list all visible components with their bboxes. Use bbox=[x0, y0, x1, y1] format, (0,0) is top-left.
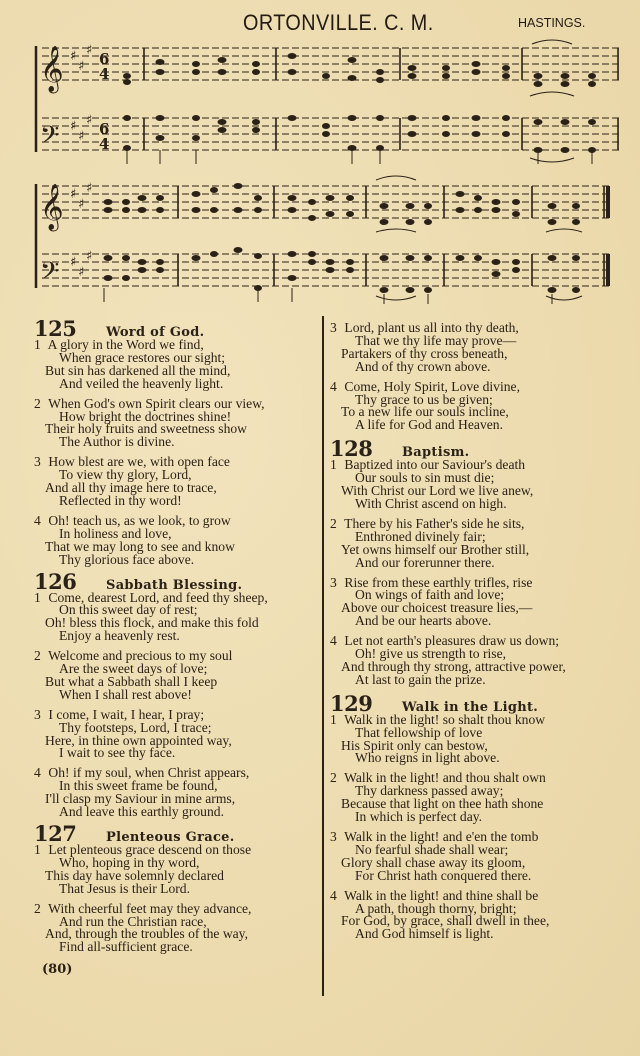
verse bbox=[34, 395, 319, 450]
verse-line: Thy darkness passed away; bbox=[355, 783, 504, 799]
hymn-127-continued bbox=[330, 316, 630, 432]
staff-bass-1 bbox=[42, 118, 620, 150]
verse-line: And veiled the heavenly light. bbox=[59, 375, 224, 391]
verse-number: 4 bbox=[34, 765, 41, 781]
verse-number: 2 bbox=[330, 515, 337, 531]
svg-text:4: 4 bbox=[99, 135, 110, 153]
verse-line: A glory in the Word we find, bbox=[47, 337, 204, 352]
verse bbox=[34, 339, 319, 391]
verse-line: No fearful shade shall wear; bbox=[355, 841, 509, 857]
verse-number: 4 bbox=[330, 887, 337, 903]
svg-text:♯: ♯ bbox=[78, 197, 85, 212]
verse-line: Are the sweet days of love; bbox=[59, 661, 208, 677]
hymn-number: 125 bbox=[34, 316, 77, 341]
verse-number: 1 bbox=[34, 842, 41, 857]
verse-line: Reflected in thy word! bbox=[59, 492, 182, 508]
verse bbox=[330, 711, 630, 766]
svg-text:♯: ♯ bbox=[78, 129, 85, 144]
svg-text:𝄞: 𝄞 bbox=[40, 46, 64, 92]
verse-number: 3 bbox=[330, 320, 337, 335]
verse-line: And through thy strong, attractive power, bbox=[341, 658, 566, 674]
verse-number: 2 bbox=[34, 900, 41, 916]
verse-number: 3 bbox=[330, 574, 337, 590]
verse-line: Come, dearest Lord, and feed thy sheep, bbox=[48, 589, 268, 605]
verse-line: Enjoy a heavenly rest. bbox=[59, 628, 180, 644]
svg-text:𝄢: 𝄢 bbox=[40, 121, 60, 156]
svg-text:♯: ♯ bbox=[86, 113, 93, 128]
verse-number: 1 bbox=[34, 337, 41, 352]
verse-line: I'll clasp my Saviour in mine arms, bbox=[45, 791, 236, 807]
verse-line: To a new life our souls incline, bbox=[341, 404, 509, 420]
verse-number: 2 bbox=[34, 648, 41, 664]
svg-text:6: 6 bbox=[99, 120, 110, 138]
verse bbox=[330, 378, 630, 433]
verse-line: Baptized into our Saviour's death bbox=[344, 457, 526, 473]
right-column bbox=[330, 316, 630, 948]
left-column bbox=[34, 316, 319, 961]
verse-line: And God himself is light. bbox=[355, 926, 494, 942]
hymn-129 bbox=[330, 691, 630, 942]
verse-line: With Christ ascend on high. bbox=[355, 495, 507, 511]
tune-title: ORTONVILLE. C. M. bbox=[243, 10, 434, 35]
verse-line: Oh! if my soul, when Christ appears, bbox=[48, 765, 250, 781]
hymn-title: Plenteous Grace. bbox=[106, 830, 235, 845]
verse-line: But sin has darkened all the mind, bbox=[45, 362, 231, 378]
hymn-number: 126 bbox=[34, 568, 77, 594]
verse-line: And our forerunner there. bbox=[355, 554, 495, 570]
verse-line: And run the Christian race, bbox=[59, 913, 207, 929]
hymn-number: 129 bbox=[330, 690, 373, 716]
svg-text:𝄞: 𝄞 bbox=[40, 184, 64, 230]
verse bbox=[330, 322, 630, 374]
verse-line: Walk in the light! and e'en the tomb bbox=[344, 829, 539, 844]
verse-number: 2 bbox=[330, 770, 337, 786]
hymn-title: Walk in the Light. bbox=[402, 699, 539, 715]
verse-number: 2 bbox=[34, 395, 41, 411]
verse-line: Rise from these earthly trifles, rise bbox=[344, 574, 533, 590]
verse-line: Welcome and precious to my soul bbox=[48, 648, 233, 664]
verse-line: When God's own Spirit clears our view, bbox=[48, 395, 265, 411]
composer-name: HASTINGS. bbox=[518, 16, 586, 30]
verse-line: With Christ our Lord we live anew, bbox=[341, 483, 534, 499]
verse-number: 1 bbox=[330, 457, 337, 473]
svg-text:𝄢: 𝄢 bbox=[40, 257, 60, 292]
verse-number: 4 bbox=[330, 633, 337, 649]
verse-line: In which is perfect day. bbox=[355, 809, 483, 825]
verse-line: Glory shall chase away its gloom, bbox=[341, 854, 526, 870]
verse-number: 3 bbox=[34, 454, 41, 470]
verse-line: That we thy life may prove— bbox=[355, 332, 517, 348]
verse-line: Find all-sufficient grace. bbox=[59, 939, 193, 955]
verse bbox=[34, 706, 319, 761]
verse-line: With cheerful feet may they advance, bbox=[48, 900, 252, 916]
verse-line: Walk in the light! and thou shalt own bbox=[344, 770, 546, 786]
verse-line: Lord, plant us all into thy death, bbox=[344, 320, 519, 335]
verse-line: That fellowship of love bbox=[355, 724, 483, 740]
svg-text:♯: ♯ bbox=[70, 49, 77, 64]
verse bbox=[34, 767, 319, 819]
svg-text:4: 4 bbox=[99, 65, 110, 83]
verse-line: A life for God and Heaven. bbox=[355, 417, 503, 433]
hymn-title: Baptism. bbox=[402, 445, 470, 461]
verse-number: 1 bbox=[34, 589, 41, 605]
verse-line: His Spirit only can bestow, bbox=[341, 737, 488, 753]
verse-line: How bright the doctrines shine! bbox=[59, 408, 232, 424]
verse-line: Their holy fruits and sweetness show bbox=[45, 421, 247, 437]
verse-line: Come, Holy Spirit, Love divine, bbox=[344, 378, 520, 394]
verse-line: Enthroned divinely fair; bbox=[355, 528, 486, 544]
verse-line: A path, though thorny, bright; bbox=[355, 900, 517, 916]
verse-line: Oh! give us strength to rise, bbox=[355, 646, 507, 662]
verse-line: How blest are we, with open face bbox=[48, 454, 230, 470]
verse-line: Thy grace to us be given; bbox=[355, 391, 493, 407]
verse-line: In holiness and love, bbox=[59, 525, 172, 541]
verse-line: Walk in the light! and thine shall be bbox=[344, 887, 539, 903]
verse-line: The Author is divine. bbox=[59, 434, 175, 450]
hymn-title: Sabbath Blessing. bbox=[106, 577, 243, 593]
verse-line: Let plenteous grace descend on those bbox=[48, 842, 252, 857]
verse-line: For God, by grace, shall dwell in thee, bbox=[341, 913, 550, 929]
hymn-126 bbox=[34, 569, 319, 820]
verse-line: I wait to see thy face. bbox=[59, 745, 176, 761]
hymn-127 bbox=[34, 821, 319, 954]
verse-number: 4 bbox=[330, 378, 337, 394]
svg-text:♯: ♯ bbox=[86, 249, 93, 264]
verse-line: Here, in thine own appointed way, bbox=[45, 732, 232, 748]
verse-number: 4 bbox=[34, 512, 41, 528]
svg-text:6: 6 bbox=[99, 50, 110, 68]
page-number: (80) bbox=[42, 962, 73, 977]
verse-line: Partakers of thy cross beneath, bbox=[341, 345, 508, 361]
verse-line: And, through the troubles of the way, bbox=[45, 926, 248, 942]
svg-text:♯: ♯ bbox=[86, 43, 93, 58]
verse-line: To view thy glory, Lord, bbox=[59, 467, 192, 483]
hymn-number: 128 bbox=[330, 436, 373, 462]
verse-number: 1 bbox=[330, 711, 337, 727]
verse bbox=[330, 515, 630, 570]
verse-line: Who reigns in light above. bbox=[355, 750, 500, 766]
svg-text:♯: ♯ bbox=[70, 187, 77, 202]
verse-number: 3 bbox=[330, 829, 337, 844]
verse bbox=[330, 772, 630, 824]
verse-line: And be our hearts above. bbox=[355, 613, 492, 629]
verse-line: In this sweet frame be found, bbox=[59, 778, 218, 794]
verse-line: And of thy crown above. bbox=[355, 358, 491, 374]
music-score bbox=[0, 36, 640, 306]
verse bbox=[330, 459, 630, 511]
svg-text:♯: ♯ bbox=[70, 119, 77, 134]
verse bbox=[34, 512, 319, 567]
svg-text:♯: ♯ bbox=[78, 59, 85, 74]
verse-line: Our souls to sin must die; bbox=[355, 470, 495, 486]
verse-line: On this sweet day of rest; bbox=[59, 602, 198, 618]
verse-line: That we may long to see and know bbox=[45, 538, 235, 554]
verse-line: That Jesus is their Lord. bbox=[59, 880, 191, 896]
verse bbox=[34, 456, 319, 508]
verse bbox=[34, 900, 319, 955]
verse-number: 3 bbox=[34, 706, 41, 722]
verse-line: At last to gain the prize. bbox=[355, 671, 486, 687]
svg-text:♯: ♯ bbox=[70, 255, 77, 270]
verse-line: Walk in the light! so shalt thou know bbox=[344, 711, 546, 727]
verse-line: When grace restores our sight; bbox=[59, 349, 226, 365]
hymn-number: 127 bbox=[34, 821, 77, 846]
verse-line: On wings of faith and love; bbox=[355, 587, 505, 603]
verse-line: And all thy image here to trace, bbox=[45, 480, 217, 496]
hymn-128 bbox=[330, 436, 630, 687]
verse-line: When I shall rest above! bbox=[59, 686, 192, 702]
verse-line: This day have solemnly declared bbox=[45, 867, 224, 883]
verse-line: Let not earth's pleasures draw us down; bbox=[344, 633, 560, 649]
verse-line: Thy glorious face above. bbox=[59, 551, 195, 567]
verse-line: Yet owns himself our Brother still, bbox=[341, 541, 530, 557]
verse bbox=[34, 589, 319, 644]
verse bbox=[330, 574, 630, 629]
verse bbox=[330, 635, 630, 687]
hymn-title: Word of God. bbox=[106, 325, 205, 340]
verse-line: But what a Sabbath shall I keep bbox=[45, 673, 218, 689]
verse-line: Who, hoping in thy word, bbox=[59, 854, 200, 870]
column-divider bbox=[322, 316, 324, 996]
verse bbox=[34, 844, 319, 896]
verse bbox=[330, 831, 630, 883]
verse-line: I come, I wait, I hear, I pray; bbox=[48, 706, 205, 722]
verse-line: There by his Father's side he sits, bbox=[344, 515, 525, 531]
svg-text:♯: ♯ bbox=[78, 265, 85, 280]
hymn-125 bbox=[34, 316, 319, 567]
verse-line: And leave this earthly ground. bbox=[59, 804, 224, 820]
svg-text:♯: ♯ bbox=[86, 181, 93, 196]
verse bbox=[34, 650, 319, 702]
page-header bbox=[0, 8, 640, 36]
verse-line: Oh! teach us, as we look, to grow bbox=[48, 512, 231, 528]
verse-line: Oh! bless this flock, and make this fold bbox=[45, 615, 259, 631]
verse-line: Above our choicest treasure lies,— bbox=[341, 600, 533, 616]
verse-line: Because that light on thee hath shone bbox=[341, 796, 544, 812]
verse bbox=[330, 887, 630, 942]
verse-line: For Christ hath conquered there. bbox=[355, 867, 532, 883]
verse-line: Thy footsteps, Lord, I trace; bbox=[59, 719, 212, 735]
